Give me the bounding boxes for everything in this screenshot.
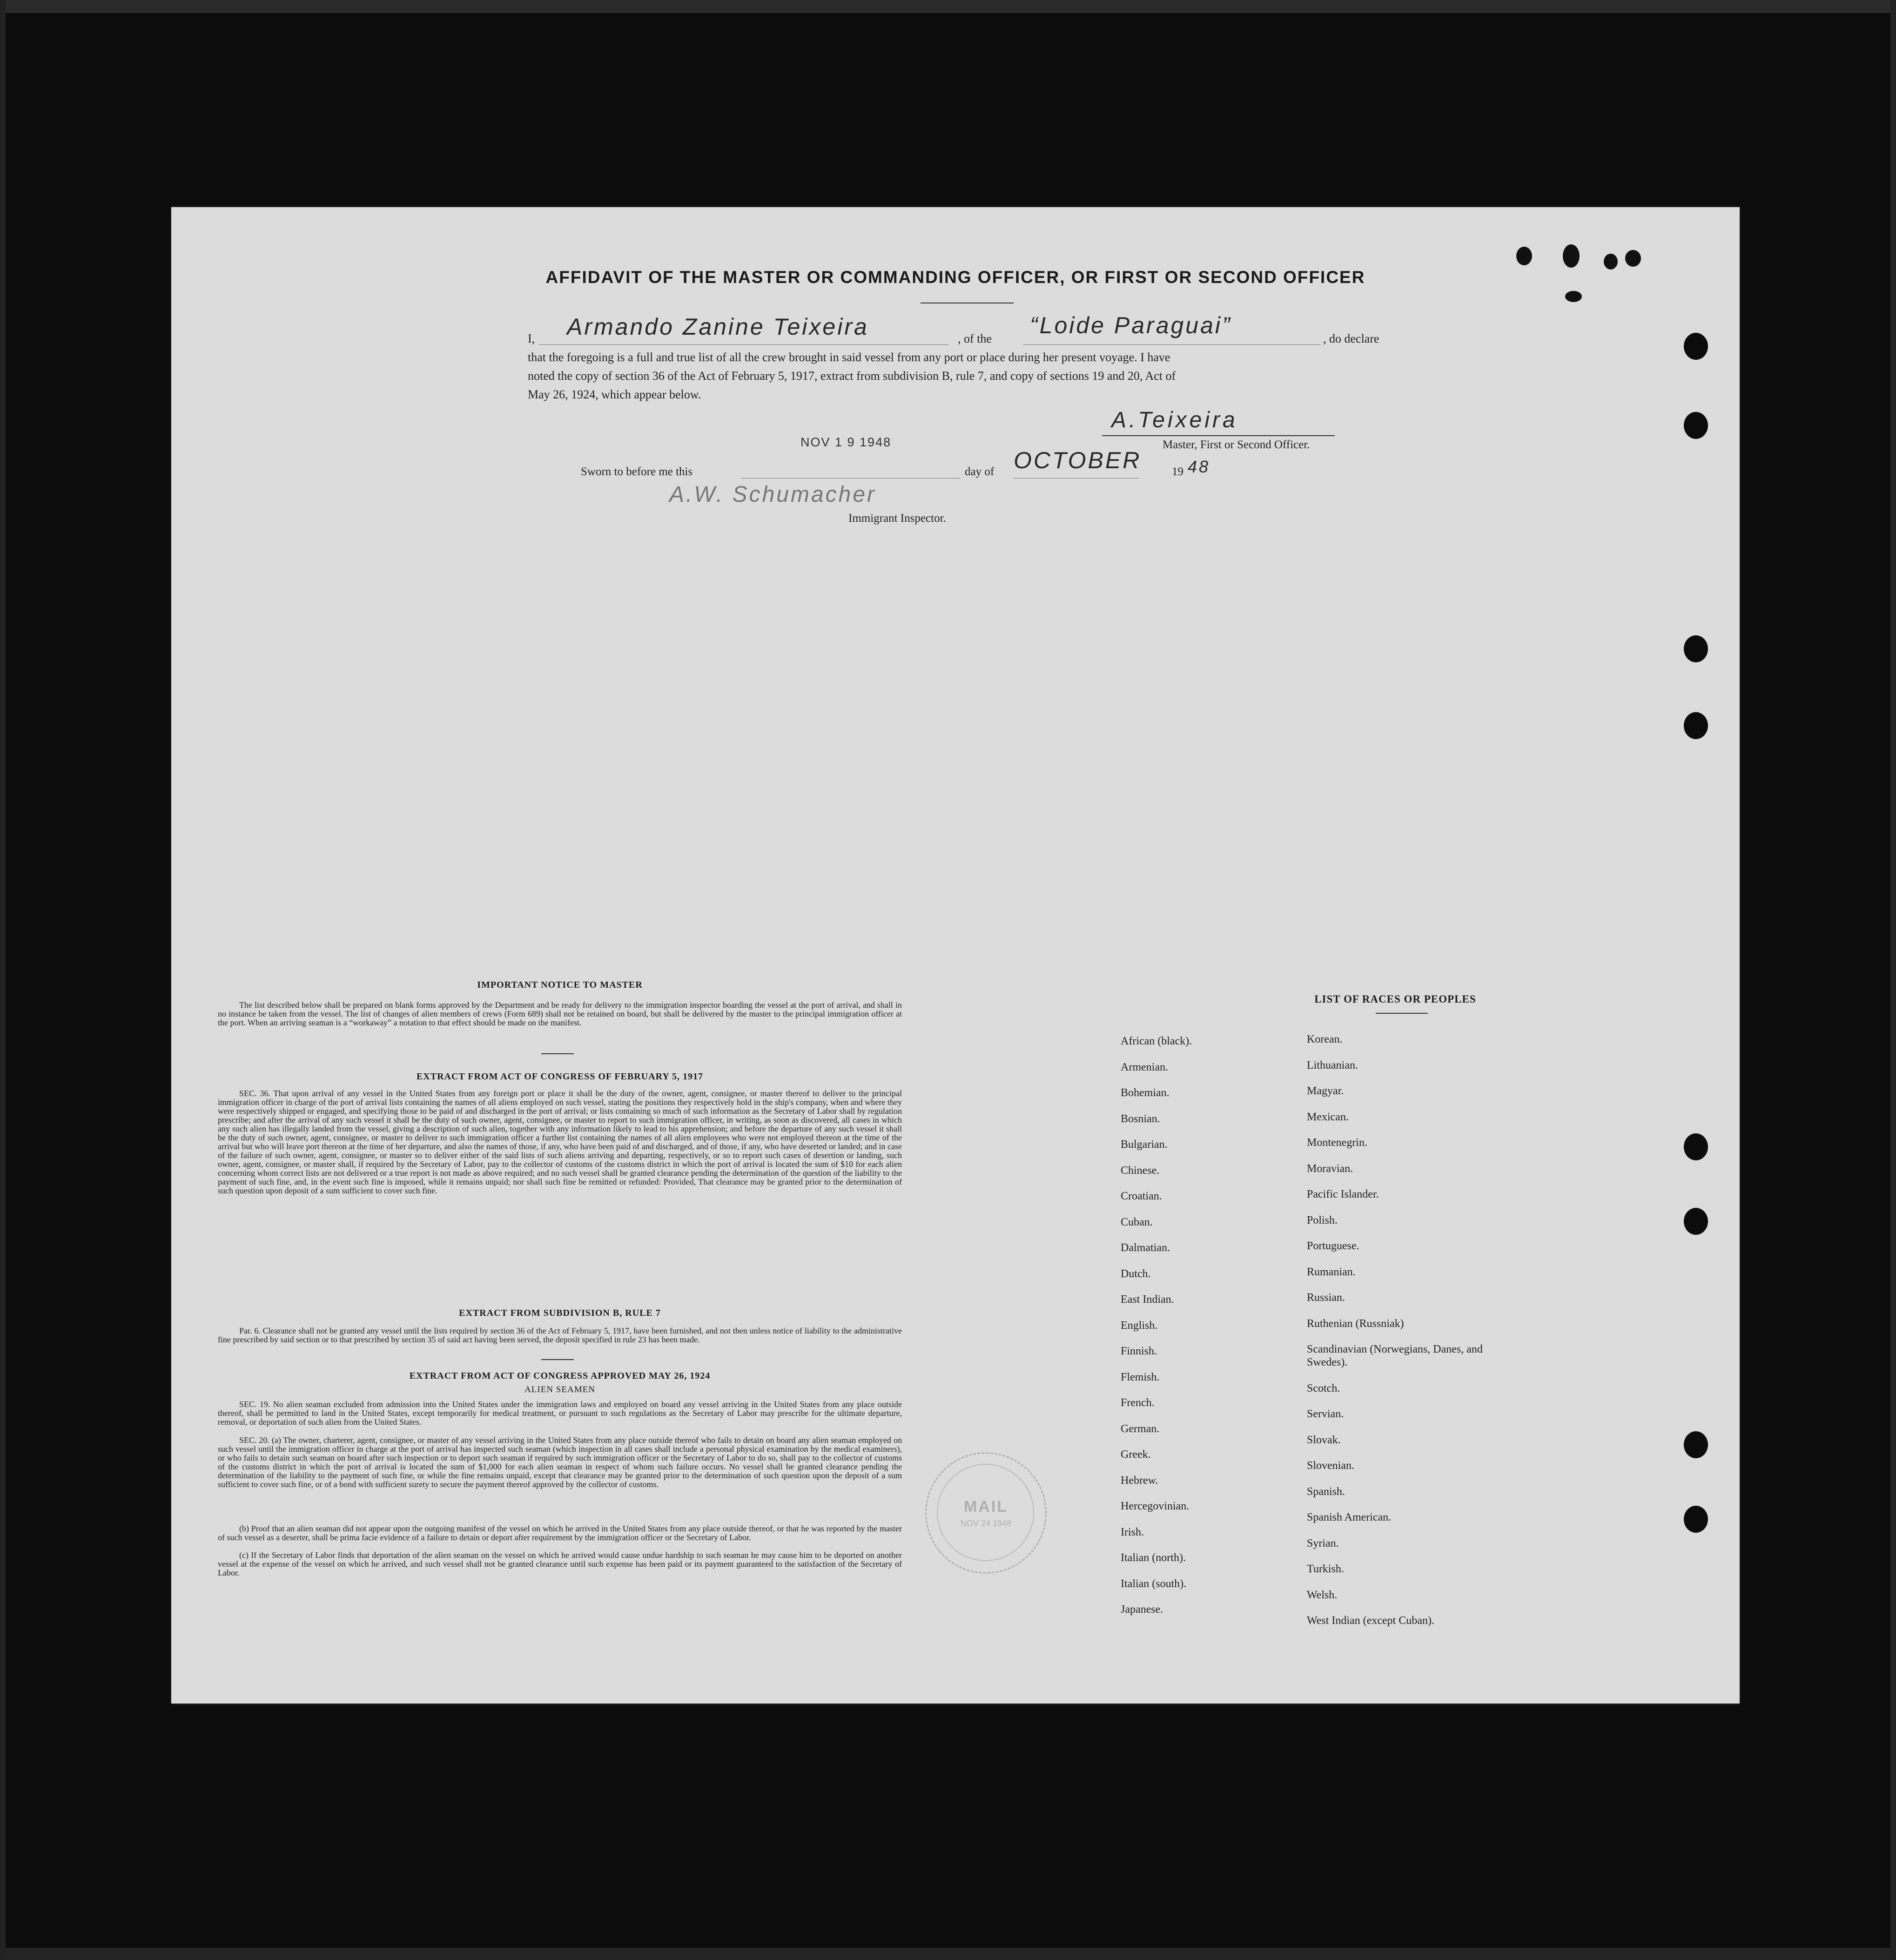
punch-hole bbox=[1684, 1506, 1708, 1533]
affidavit-line-4: May 26, 1924, which appear below. bbox=[528, 388, 701, 401]
day-of-label: day of bbox=[965, 465, 995, 478]
race-item: Mexican. bbox=[1307, 1111, 1349, 1123]
race-item: French. bbox=[1121, 1397, 1155, 1409]
sec20c-text: (c) If the Secretary of Labor finds that deportation of the alien seaman on the vessel on which he arrived would cause undue hardship to such seaman he may cause him to be deported on another vessel at the expense of the vessel on which he arrived, and such vessel shall not be granted clearance until such expense has been paid or its payment guaranteed to the satisfaction of the Secretary of Labor. bbox=[218, 1550, 902, 1577]
notice-intro bbox=[218, 1001, 902, 1027]
sec36-text: SEC. 36. That upon arrival of any vessel in the United States from any foreign port or place it shall be the duty of the owner, agent, consignee, or master thereof to deliver to the principal immigration officer in charge of the port of arrival lists containing the names of all aliens employed on such vessel, stating the positions they respectively hold in the ship's company, when and where they were respectively shipped or engaged, and specifying those to be paid of and discharged in the port of arrival; or lists containing so much of such information as the Secretary of Labor shall by regulation prescribe; and after the arrival of any such vessel it shall be the duty of such owner, agent, consignee, or master to report to such immigration officer, in writing, as soon as discovered, all cases in which any such alien has illegally landed from the vessel, giving a description of such alien, together with any information likely to lead to his apprehension; and before the departure of any such vessel it shall be the duty of such owner, agent, consignee, or master to deliver to such immigration officer a further list containing the names of all alien employees who were not employed thereon at the time of the arrival but who will leave port thereon at the time of her departure, and also the names of those, if any, who have been paid of and discharged, and of those, if any, who have deserted or landed; and in case of the failure of such owner, agent, consignee, or master so to deliver either of the said lists of such aliens arriving and departing, respectively, or so to report such cases of desertion or landing, such owner, agent, consignee, or master shall, if required by the Secretary of Labor, pay to the collector of customs of the customs district in which the port of arrival is located the sum of $10 for each alien concerning whom correct lists are not delivered or a true report is not made as above required; and no such vessel shall be granted clearance pending the determination of the question of the liability to the payment of such fine, and, in the event such fine is imposed, while it remains unpaid; nor shall such fine be remitted or refunded: Provided, That clearance may be granted prior to the determination of such question upon deposit of a sum sufficient to cover such fine. bbox=[218, 1089, 902, 1195]
punch-hole bbox=[1684, 1208, 1708, 1235]
sworn-month: OCTOBER bbox=[1014, 447, 1142, 473]
race-item: East Indian. bbox=[1121, 1293, 1174, 1306]
of-the-label: , of the bbox=[958, 332, 992, 345]
race-item: Scandinavian (Norwegians, Danes, and Swedes). bbox=[1307, 1343, 1483, 1368]
film-border-bottom bbox=[0, 1948, 1896, 1960]
ink-blot bbox=[1565, 291, 1582, 302]
sec20a-paragraph bbox=[218, 1436, 902, 1489]
affidavit-line-2: that the foregoing is a full and true list of all the crew brought in said vessel from any port or place during her present voyage. I have bbox=[528, 350, 1170, 364]
received-date-stamp: NOV 1 9 1948 bbox=[800, 435, 892, 449]
race-item: Irish. bbox=[1121, 1526, 1144, 1538]
race-item: African (black). bbox=[1121, 1035, 1192, 1047]
race-item: Hercegovinian. bbox=[1121, 1500, 1190, 1512]
race-item: Greek. bbox=[1121, 1448, 1151, 1461]
race-item: Russian. bbox=[1307, 1292, 1345, 1304]
sworn-label: Sworn to before me this bbox=[581, 465, 693, 478]
race-item: Syrian. bbox=[1307, 1537, 1339, 1549]
sec36-paragraph bbox=[218, 1089, 902, 1195]
alien-seamen-heading: ALIEN SEAMEN bbox=[524, 1385, 595, 1394]
ink-blot bbox=[1604, 254, 1618, 269]
notice-intro-text: The list described below shall be prepared on blank forms approved by the Department and be ready for delivery to the immigration inspector boarding the vessel at the port of arrival, and shall in no instance be taken from the vessel. The list of changes of alien members of crews (Form 689) shall not be retained on board, but shall be delivered by the master to the principal immigration officer at the port. When an arriving seaman is a “workaway” a notation to that effect should be made on the manifest. bbox=[218, 1000, 902, 1027]
race-item: Croatian. bbox=[1121, 1190, 1162, 1202]
race-item: Pacific Islander. bbox=[1307, 1188, 1379, 1200]
race-item: Bulgarian. bbox=[1121, 1138, 1168, 1151]
race-item: Portuguese. bbox=[1307, 1240, 1359, 1252]
vessel-name: “Loide Paraguai” bbox=[1030, 312, 1232, 338]
extract1-heading: EXTRACT FROM ACT OF CONGRESS OF FEBRUARY 5, 1917 bbox=[416, 1071, 704, 1082]
sec19-paragraph bbox=[218, 1400, 902, 1427]
race-item: Finnish. bbox=[1121, 1345, 1157, 1357]
affidavit-title: AFFIDAVIT OF THE MASTER OR COMMANDING OFFICER, OR FIRST OR SECOND OFFICER bbox=[545, 268, 1365, 287]
film-border-right bbox=[1890, 0, 1896, 1960]
race-item: Montenegrin. bbox=[1307, 1137, 1367, 1149]
ink-blot bbox=[1563, 244, 1580, 268]
notice-heading: IMPORTANT NOTICE TO MASTER bbox=[477, 980, 643, 990]
race-item: Bosnian. bbox=[1121, 1112, 1160, 1125]
race-item: Lithuanian. bbox=[1307, 1059, 1358, 1071]
sec20c-paragraph bbox=[218, 1551, 902, 1577]
race-item: West Indian (except Cuban). bbox=[1307, 1615, 1434, 1627]
race-item: Dutch. bbox=[1121, 1267, 1151, 1280]
race-item: Slovenian. bbox=[1307, 1460, 1354, 1472]
par6-text: Par. 6. Clearance shall not be granted any vessel until the lists required by section 36 of the Act of February 5, 1917, have been furnished, and not then unless notice of liability to the administrative fine prescribed by said section or to that prescribed by section 35 of said act having been served, the deposit specified in rule 23 has been made. bbox=[218, 1326, 902, 1344]
race-item: English. bbox=[1121, 1319, 1158, 1332]
officer-signature-line bbox=[1102, 435, 1335, 436]
section-divider bbox=[541, 1053, 574, 1054]
year-prefix: 19 bbox=[1172, 465, 1183, 478]
race-item: Flemish. bbox=[1121, 1371, 1160, 1383]
race-item: Scotch. bbox=[1307, 1382, 1340, 1394]
ink-blot bbox=[1625, 250, 1641, 267]
inspector-title: Immigrant Inspector. bbox=[848, 512, 946, 525]
extract2-heading: EXTRACT FROM SUBDIVISION B, RULE 7 bbox=[459, 1308, 661, 1318]
race-item: Armenian. bbox=[1121, 1061, 1168, 1073]
vessel-dotted-line bbox=[1023, 344, 1321, 345]
section-divider bbox=[541, 1359, 574, 1360]
race-item: Korean. bbox=[1307, 1033, 1343, 1045]
manifest-page bbox=[171, 207, 1740, 1704]
officer-signature: A.Teixeira bbox=[1111, 408, 1238, 432]
race-item: Hebrew. bbox=[1121, 1474, 1158, 1487]
race-item: Ruthenian (Russniak) bbox=[1307, 1317, 1404, 1330]
race-item: Turkish. bbox=[1307, 1563, 1344, 1575]
race-item: Slovak. bbox=[1307, 1434, 1341, 1446]
film-border-top bbox=[0, 0, 1896, 13]
race-item: Polish. bbox=[1307, 1214, 1338, 1226]
race-item: Rumanian. bbox=[1307, 1266, 1356, 1278]
race-item: Japanese. bbox=[1121, 1603, 1163, 1616]
film-border-left bbox=[0, 0, 6, 1960]
punch-hole bbox=[1684, 635, 1708, 662]
do-declare-label: , do declare bbox=[1323, 332, 1379, 345]
race-item: Italian (north). bbox=[1121, 1552, 1186, 1564]
affidavit-line-1 bbox=[528, 330, 535, 347]
race-item: Spanish. bbox=[1307, 1485, 1345, 1498]
race-item: Cuban. bbox=[1121, 1216, 1153, 1228]
race-item: Moravian. bbox=[1307, 1162, 1353, 1175]
punch-hole bbox=[1684, 412, 1708, 439]
par6-paragraph bbox=[218, 1327, 902, 1344]
mail-postmark-stamp bbox=[925, 1452, 1047, 1574]
race-item: Servian. bbox=[1307, 1408, 1344, 1420]
officer-title: Master, First or Second Officer. bbox=[1163, 438, 1310, 451]
races-heading: LIST OF RACES OR PEOPLES bbox=[1314, 993, 1476, 1005]
sec20a-text: SEC. 20. (a) The owner, charterer, agent, consignee, or master of any vessel arriving in the United States from any place outside thereof who fails to detain on board any alien seaman employed on such vessel until the immigration officer in charge at the port of arrival has inspected such seaman (which inspection in all cases shall include a personal physical examination by the medical examiners), or who fails to detain such seaman on board after such inspection or to deport such seaman if required by such immigration officer or the Secretary of Labor to do so, shall pay to the collector of customs of the customs district in which the port of arrival is located the sum of $1,000 for each alien seaman in respect of whom such failure occurs. No vessel shall be granted clearance pending the determination of the liability to the payment of such fine, or while the fine remains unpaid, except that clearance may be granted prior to the determination of such question upon the deposit of a sum sufficient to cover such fine, or of a bond with sufficient surety to secure the payment thereof approved by the collector of customs. bbox=[218, 1435, 902, 1489]
race-item: Chinese. bbox=[1121, 1164, 1160, 1177]
ink-blot bbox=[1516, 247, 1532, 265]
race-item: German. bbox=[1121, 1422, 1160, 1435]
race-item: Dalmatian. bbox=[1121, 1242, 1170, 1254]
stamp-word: MAIL bbox=[963, 1498, 1009, 1515]
inspector-signature: A.W. Schumacher bbox=[669, 482, 877, 507]
name-dotted-line bbox=[539, 344, 948, 345]
sec19-text: SEC. 19. No alien seaman excluded from admission into the United States under the immigration laws and employed on board any vessel arriving in the United States from any place outside thereof, shall be permitted to land in the United States, except temporarily for medical treatment, or pursuant to such regulations as the Secretary of Labor may prescribe for the ultimate departure, removal, or deportation of such alien from the United States. bbox=[218, 1400, 902, 1427]
punch-hole bbox=[1684, 1431, 1708, 1458]
i-prefix: I, bbox=[528, 332, 535, 345]
year-suffix: 48 bbox=[1188, 457, 1210, 476]
race-item: Magyar. bbox=[1307, 1085, 1344, 1097]
master-name: Armando Zanine Teixeira bbox=[567, 314, 869, 340]
punch-hole bbox=[1684, 333, 1708, 360]
race-item: Italian (south). bbox=[1121, 1577, 1187, 1590]
punch-hole bbox=[1684, 712, 1708, 739]
race-item: Welsh. bbox=[1307, 1589, 1338, 1601]
sec20b-paragraph bbox=[218, 1524, 902, 1542]
race-item: Bohemian. bbox=[1121, 1087, 1170, 1099]
affidavit-line-3: noted the copy of section 36 of the Act of February 5, 1917, extract from subdivision B, rule 7, and copy of sections 19 and 20, Act of bbox=[528, 369, 1176, 383]
race-item: Spanish American. bbox=[1307, 1511, 1392, 1523]
races-divider bbox=[1376, 1013, 1428, 1014]
stamp-date: NOV 24 1948 bbox=[960, 1519, 1012, 1528]
sec20b-text: (b) Proof that an alien seaman did not appear upon the outgoing manifest of the vessel on which he arrived in the United States from any place outside thereof, or that he was reported by the master of such vessel as a deserter, shall be prima facie evidence of a failure to detain or deport after requirement by the immigration officer or the Secretary of Labor. bbox=[218, 1524, 902, 1542]
punch-hole bbox=[1684, 1133, 1708, 1160]
extract3-heading: EXTRACT FROM ACT OF CONGRESS APPROVED MAY 26, 1924 bbox=[409, 1371, 711, 1381]
